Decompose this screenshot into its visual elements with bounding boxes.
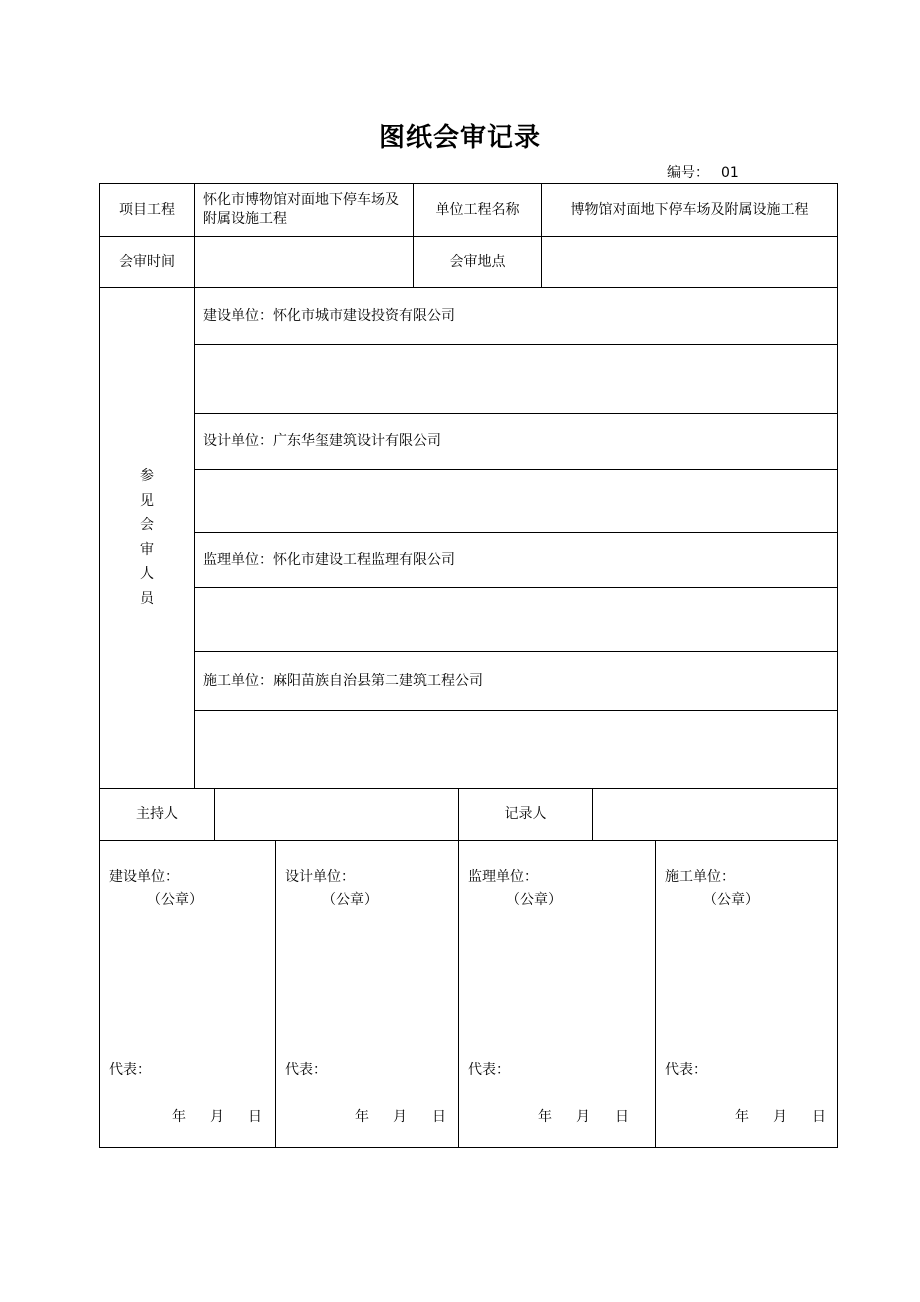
review-time-label: 会审时间 [119,253,175,270]
vline [837,183,838,1148]
vline [655,840,656,1147]
date-year: 年 [735,1109,749,1125]
representative-label: 代表： [468,1062,510,1078]
date-day: 日 [432,1109,446,1125]
sign-unit-label: 监理单位： [468,869,538,885]
date-month: 月 [210,1109,224,1125]
project-label: 项目工程 [119,201,175,218]
participants-label-char: 人 [140,566,154,582]
date-day: 日 [615,1109,629,1125]
recorder-label: 记录人 [504,806,547,822]
host-label: 主持人 [136,806,178,822]
recorder-value [600,789,835,840]
date-year: 年 [172,1109,186,1125]
participant-construction-unit: 建设单位：怀化市城市建设投资有限公司 [203,307,455,324]
participants-label-char: 会 [140,517,154,533]
official-seal-label: （公章） [322,892,378,908]
participant-contractor-unit: 施工单位：麻阳苗族自治县第二建筑工程公司 [203,672,483,689]
date-year: 年 [538,1109,552,1125]
date-month: 月 [773,1109,787,1125]
official-seal-label: （公章） [147,892,203,908]
hline [194,587,838,588]
hline [194,469,838,470]
serial-value: 01 [721,165,739,181]
hline [99,1147,838,1148]
date-year: 年 [355,1109,369,1125]
representative-label: 代表： [285,1062,327,1078]
unit-name-value: 博物馆对面地下停车场及附属设施工程 [570,201,809,218]
date-day: 日 [248,1109,262,1125]
unit-name-label: 单位工程名称 [435,201,520,218]
serial-label: 编号： [667,165,709,181]
date-day: 日 [812,1109,826,1125]
representative-label: 代表： [109,1062,151,1078]
review-time-value [203,237,409,287]
participants-label-char: 参 [140,468,154,484]
official-seal-label: （公章） [703,892,759,908]
participants-label-char: 审 [140,541,154,558]
hline [194,710,838,711]
participants-label-char: 见 [140,492,154,509]
participants-label-char: 员 [140,590,154,607]
vline [194,183,195,788]
date-month: 月 [576,1109,590,1125]
sign-unit-label: 施工单位： [665,869,735,885]
host-value [222,789,452,840]
participant-design-unit: 设计单位：广东华玺建筑设计有限公司 [203,433,441,449]
official-seal-label: （公章） [506,892,562,908]
serial-number [667,162,739,182]
sign-unit-label: 建设单位： [109,869,179,885]
representative-label: 代表： [665,1062,707,1078]
vline [592,788,593,840]
participant-supervision-unit: 监理单位：怀化市建设工程监理有限公司 [203,551,455,568]
vline [458,788,459,1147]
date-month: 月 [393,1109,407,1125]
vline [99,183,100,1148]
review-place-value [550,237,837,287]
review-place-label: 会审地点 [449,253,506,270]
vline [275,840,276,1147]
hline [99,840,838,841]
sign-unit-label: 设计单位： [285,869,355,885]
hline [194,344,838,345]
vline [214,788,215,840]
project-value: 怀化市博物馆对面地下停车场及附属设施工程 [203,192,399,227]
participants-label [100,464,194,611]
document-title: 图纸会审记录 [378,123,541,153]
